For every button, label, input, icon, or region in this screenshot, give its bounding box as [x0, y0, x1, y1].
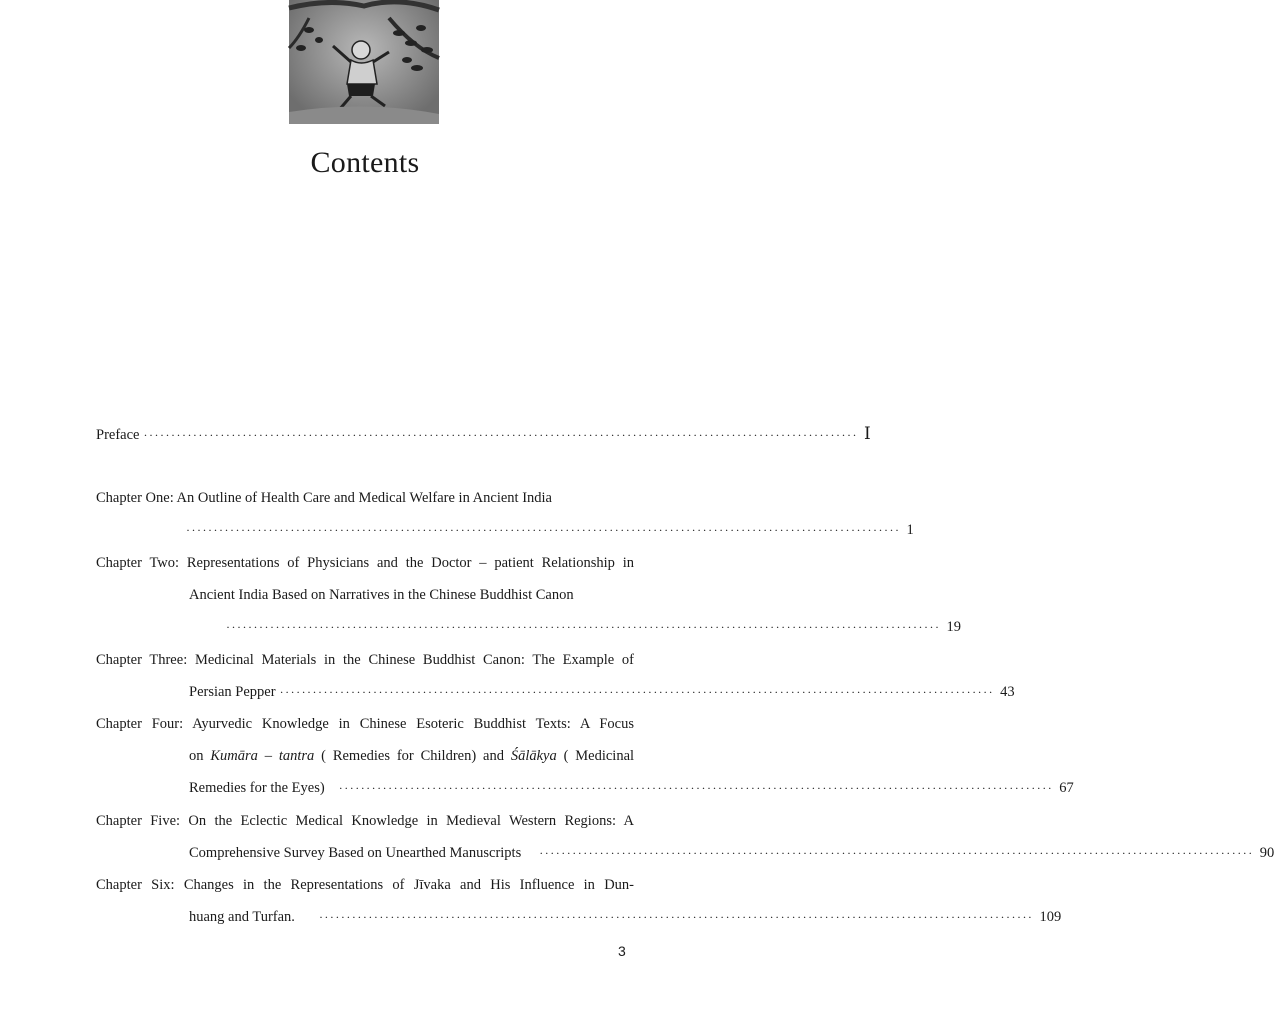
- toc-entry-chapter-two[interactable]: [96, 553, 634, 573]
- entry-separator: :: [176, 813, 181, 829]
- entry-separator: :: [169, 490, 174, 506]
- entry-title-line: Changes in the Representations of Jīvaka and His Influence in Dun-: [183, 877, 634, 893]
- entry-title-line: Ayurvedic Knowledge in Chinese Esoteric Buddhist Texts: A Focus: [192, 716, 634, 732]
- entry-title-line: Comprehensive Survey Based on Unearthed Manuscripts: [189, 845, 522, 861]
- entry-text: ( Medicinal: [563, 748, 635, 764]
- entry-page: 109: [1039, 909, 1062, 925]
- entry-text-italic: Kumāra – tantra: [210, 748, 315, 764]
- entry-page: 43: [1000, 684, 1015, 700]
- entry-title-line: Medicinal Materials in the Chinese Buddhist Canon: The Example of: [194, 652, 635, 668]
- leader-dots: ··································································································································: [226, 620, 941, 634]
- entry-label: Chapter Four: [96, 716, 180, 732]
- leader-dots: ··································································································································: [338, 781, 1054, 795]
- toc-entry-chapter-six[interactable]: [96, 875, 634, 895]
- entry-title-line: huang and Turfan.: [189, 909, 295, 925]
- entry-title-line: Remedies for the Eyes): [189, 780, 325, 796]
- entry-title-line: An Outline of Health Care and Medical Welfare in Ancient India: [176, 490, 552, 506]
- entry-separator: :: [183, 652, 188, 668]
- leader-dots: ··································································································································: [143, 428, 858, 442]
- entry-title-line: Representations of Physicians and the Doctor – patient Relationship in: [186, 555, 634, 571]
- entry-title-line: On the Eclectic Medical Knowledge in Medieval Western Regions: A: [188, 813, 635, 829]
- entry-page: Ⅰ: [863, 424, 871, 443]
- toc-leader-chapter-one: [186, 520, 914, 540]
- entry-page: 67: [1059, 780, 1074, 796]
- leader-dots: ··································································································································: [539, 846, 1254, 860]
- entry-label: Chapter Two: [96, 555, 176, 571]
- entry-label: Preface: [96, 427, 140, 443]
- entry-separator: :: [175, 555, 180, 571]
- toc-entry-chapter-four-line2: [189, 746, 634, 766]
- toc-leader-chapter-two: [226, 617, 961, 637]
- entry-label: Chapter Six: [96, 877, 171, 893]
- toc-entry-chapter-one[interactable]: [96, 488, 552, 508]
- page-number: 3: [618, 943, 626, 959]
- toc-entry-chapter-two-cont: [189, 585, 574, 605]
- leader-dots: ··································································································································: [186, 523, 901, 537]
- entry-page: 90: [1259, 845, 1274, 861]
- entry-label: Chapter One: [96, 490, 170, 506]
- entry-text: ( Remedies for Children) and: [321, 748, 504, 764]
- entry-label: Chapter Five: [96, 813, 177, 829]
- toc-entry-chapter-three[interactable]: [96, 650, 634, 670]
- entry-separator: :: [170, 877, 175, 893]
- leader-dots: ··································································································································: [318, 910, 1034, 924]
- leader-dots: ··································································································································: [279, 685, 995, 699]
- entry-label: Chapter Three: [96, 652, 184, 668]
- entry-text-italic: Śālākya: [510, 748, 557, 764]
- page-title: Contents: [310, 146, 420, 179]
- toc-entry-preface[interactable]: [96, 424, 871, 445]
- entry-page: 1: [906, 522, 914, 538]
- entry-title-line: Persian Pepper: [189, 684, 276, 700]
- toc-entry-chapter-three-cont: [189, 682, 1015, 702]
- toc-entry-chapter-five[interactable]: [96, 811, 634, 831]
- toc-entry-chapter-four-line3: [189, 778, 1074, 798]
- toc-entry-chapter-six-cont: [189, 907, 1062, 927]
- toc-entry-chapter-five-cont: [189, 843, 1274, 863]
- entry-page: 19: [946, 619, 961, 635]
- entry-separator: :: [179, 716, 184, 732]
- entry-text: on: [189, 748, 204, 764]
- toc-entry-chapter-four[interactable]: [96, 714, 634, 734]
- entry-title-line: Ancient India Based on Narratives in the Chinese Buddhist Canon: [189, 587, 574, 603]
